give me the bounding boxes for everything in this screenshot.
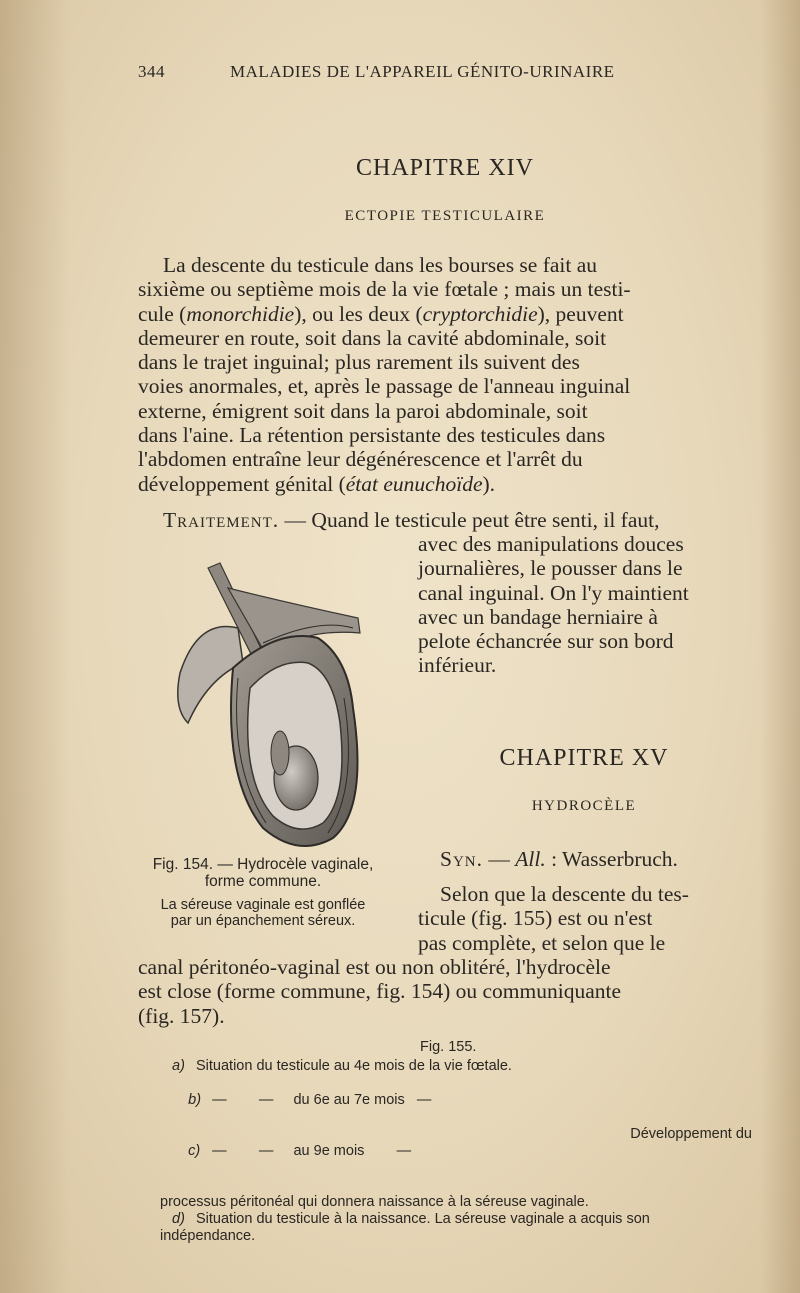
- treatment-line: avec un bandage herniaire à: [418, 604, 658, 629]
- chapter-14-title: CHAPITRE XIV: [356, 155, 534, 181]
- legend-item: d) Situation du testicule à la naissance. La séreuse vaginale a acquis son: [172, 1211, 650, 1227]
- para-line: développement génital (état eunuchoïde).: [138, 471, 496, 496]
- para-line: cule (monorchidie), ou les deux (cryptorchidie), peuvent: [138, 301, 624, 326]
- running-title: MALADIES DE L'APPAREIL GÉNITO-URINAIRE: [230, 62, 615, 81]
- figure-155-legend: [160, 1058, 752, 1245]
- treatment-line: inférieur.: [418, 653, 497, 678]
- treatment-heading-line: Traitement. — Quand le testicule peut être senti, il faut,: [163, 508, 660, 532]
- treatment-label: Traitement.: [163, 508, 280, 532]
- treatment-line: pelote échancrée sur son bord: [418, 629, 674, 654]
- para-line: l'abdomen entraîne leur dégénérescence et l'arrêt du: [138, 447, 583, 472]
- para-line: dans le trajet inguinal; plus rarement ils suivent des: [138, 350, 580, 375]
- treatment-line: canal inguinal. On l'y maintient: [418, 580, 689, 605]
- chapter-15-subtitle: HYDROCÈLE: [531, 798, 637, 814]
- term-etat-eunuchoide: état eunuchoïde: [345, 471, 483, 496]
- para-line: sixième ou septième mois de la vie fœtale ; mais un testi-: [138, 277, 631, 302]
- hydrocele-line: Selon que la descente du tes-: [440, 882, 689, 906]
- hydrocele-column: [418, 882, 750, 955]
- hydrocele-paragraph: [138, 955, 750, 1028]
- figure-155-title: Fig. 155.: [420, 1039, 477, 1055]
- hydrocele-line: canal péritonéo-vaginal est ou non oblitéré, l'hydrocèle: [138, 955, 611, 979]
- legend-item: b) — — du 6e au 7e mois —: [188, 1092, 432, 1108]
- term-cryptorchidie: cryptorchidie: [422, 301, 538, 326]
- syn-label: Syn.: [440, 847, 483, 871]
- legend-item: c) — — au 9e mois — Développement du: [188, 1126, 752, 1159]
- term-monorchidie: monorchidie: [186, 301, 295, 326]
- chapter-14-paragraph: [138, 253, 750, 496]
- figure-154-caption-title: Fig. 154. — Hydrocèle vaginale, forme commune.: [152, 856, 374, 890]
- para-line: externe, émigrent soit dans la paroi abdominale, soit: [138, 398, 588, 423]
- para-line: demeurer en route, soit dans la cavité abdominale, soit: [138, 325, 607, 350]
- hydrocele-line: est close (forme commune, fig. 154) ou communiquante: [138, 979, 622, 1004]
- treatment-line: avec des manipulations douces: [418, 532, 684, 556]
- para-line: voies anormales, et, après le passage de l'anneau inguinal: [138, 374, 631, 399]
- hydrocele-line: pas complète, et selon que le: [418, 930, 666, 955]
- figure-154-caption-note: La séreuse vaginale est gonflée par un épanchement séreux.: [160, 897, 366, 929]
- hydrocele-illustration: [168, 548, 378, 860]
- hydrocele-line: ticule (fig. 155) est ou n'est: [418, 906, 653, 931]
- synonym-line: Syn. — All. : Wasserbruch.: [440, 847, 678, 871]
- treatment-line: journalières, le pousser dans le: [418, 556, 683, 581]
- treatment-column: [418, 532, 750, 678]
- hydrocele-line: (fig. 157).: [138, 1003, 225, 1028]
- chapter-15-title: CHAPITRE XV: [499, 745, 669, 771]
- syn-all: All.: [515, 847, 546, 871]
- para-line: dans l'aine. La rétention persistante des testicules dans: [138, 423, 606, 448]
- chapter-14-subtitle: ECTOPIE TESTICULAIRE: [344, 208, 546, 224]
- legend-continuation: processus péritonéal qui donnera naissance à la séreuse vaginale.: [160, 1194, 589, 1210]
- legend-continuation: indépendance.: [160, 1228, 256, 1244]
- page-number: 344: [138, 62, 165, 81]
- legend-item: a) Situation du testicule au 4e mois de la vie fœtale.: [172, 1058, 512, 1074]
- para-line: La descente du testicule dans les bourses se fait au: [163, 253, 598, 277]
